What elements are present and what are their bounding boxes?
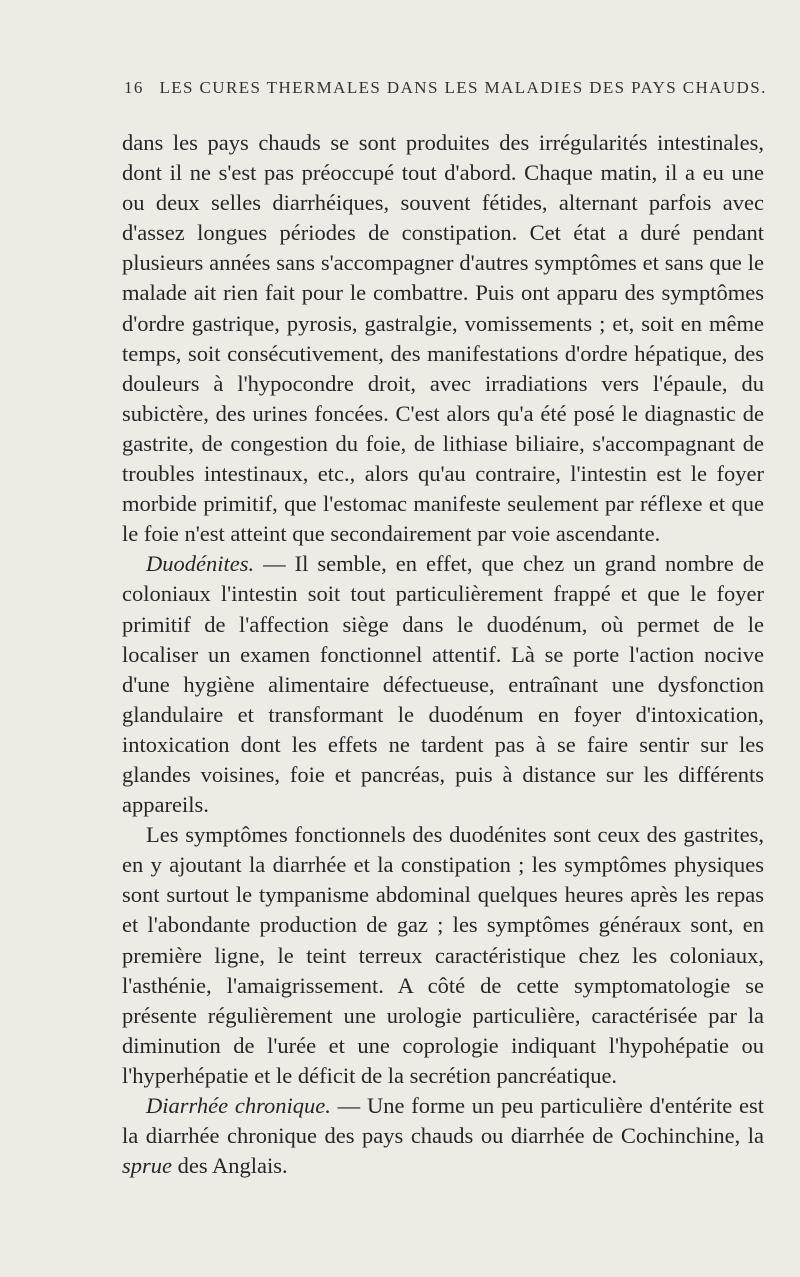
section-heading-diarrhee: Diarrhée chronique. [146,1093,331,1118]
paragraph-tail: des Anglais. [172,1153,288,1179]
section-heading-duodenites: Duodénites. [146,551,255,577]
paragraph-diarrhee [122,1091,764,1181]
running-title: LES CURES THERMALES DANS LES MALADIES DES PAYS CHAUDS. [159,78,767,97]
term-sprue: sprue [122,1153,172,1179]
paragraph-text: — Une forme un peu particulière d'entérite est la diarrhée chronique des pays chauds ou diarrhée de Cochinchine, la [122,1093,764,1149]
paragraph-text: — Il semble, en effet, que chez un grand nombre de coloniaux l'intestin soit tout particulièrement frappé et que le foyer primitif de l'affection siège dans le duodénum, où permet de le localiser un examen fonctionnel attentif. Là se porte l'action nocive d'une hygiène alimentaire défectueuse, entraînant une dysfonction glandulaire et transformant le duodénum en foyer d'intoxication, intoxication dont les effets ne tardent pas à se faire sentir sur les glandes voisines, foie et pancréas, puis à distance sur les différents appareils. [122,551,764,818]
paragraph-duodenites [122,549,764,820]
page-number: 16 [124,78,144,97]
paragraph-text: Les symptômes fonctionnels des duodénites sont ceux des gastrites, en y ajoutant la diarrhée et la constipation ; les symptômes physiques sont surtout le tympanisme abdominal quelques heures après les repas et l'abondante production de gaz ; les symptômes généraux sont, en première ligne, le teint terreux caractéristique chez les coloniaux, l'asthénie, l'amaigrissement. A côté de cette symptomatologie se présente régulièrement une urologie particulière, caractérisée par la diminution de l'urée et une coprologie indiquant l'hypohépatie ou l'hyperhépatie et le déficit de la secrétion pancréatique. [122,822,764,1088]
body-text [122,128,764,1181]
paragraph-symptomes [122,820,764,1091]
paragraph-intro [122,128,764,549]
paragraph-text: dans les pays chauds se sont produites des irrégularités intestinales, dont il ne s'est pas préoccupé tout d'abord. Chaque matin, il a eu une ou deux selles diarrhéiques, souvent fétides, alternant parfois avec d'assez longues périodes de constipation. Cet état a duré pendant plusieurs années sans s'accompagner d'autres symptômes et sans que le malade ait rien fait pour le combattre. Puis ont apparu des symptômes d'ordre gastrique, pyrosis, gastralgie, vomissements ; et, soit en même temps, soit consécutivement, des manifestations d'ordre hépatique, des douleurs à l'hypocondre droit, avec irradiations vers l'épaule, du subictère, des urines foncées. C'est alors qu'a été posé le diagnastic de gastrite, de congestion du foie, de lithiase biliaire, s'accompagnant de troubles intestinaux, etc., alors qu'au contraire, l'intestin est le foyer morbide primitif, que l'estomac manifeste seulement par réflexe et que le foie n'est atteint que secondairement par voie ascendante. [122,130,764,547]
running-head [124,78,767,98]
